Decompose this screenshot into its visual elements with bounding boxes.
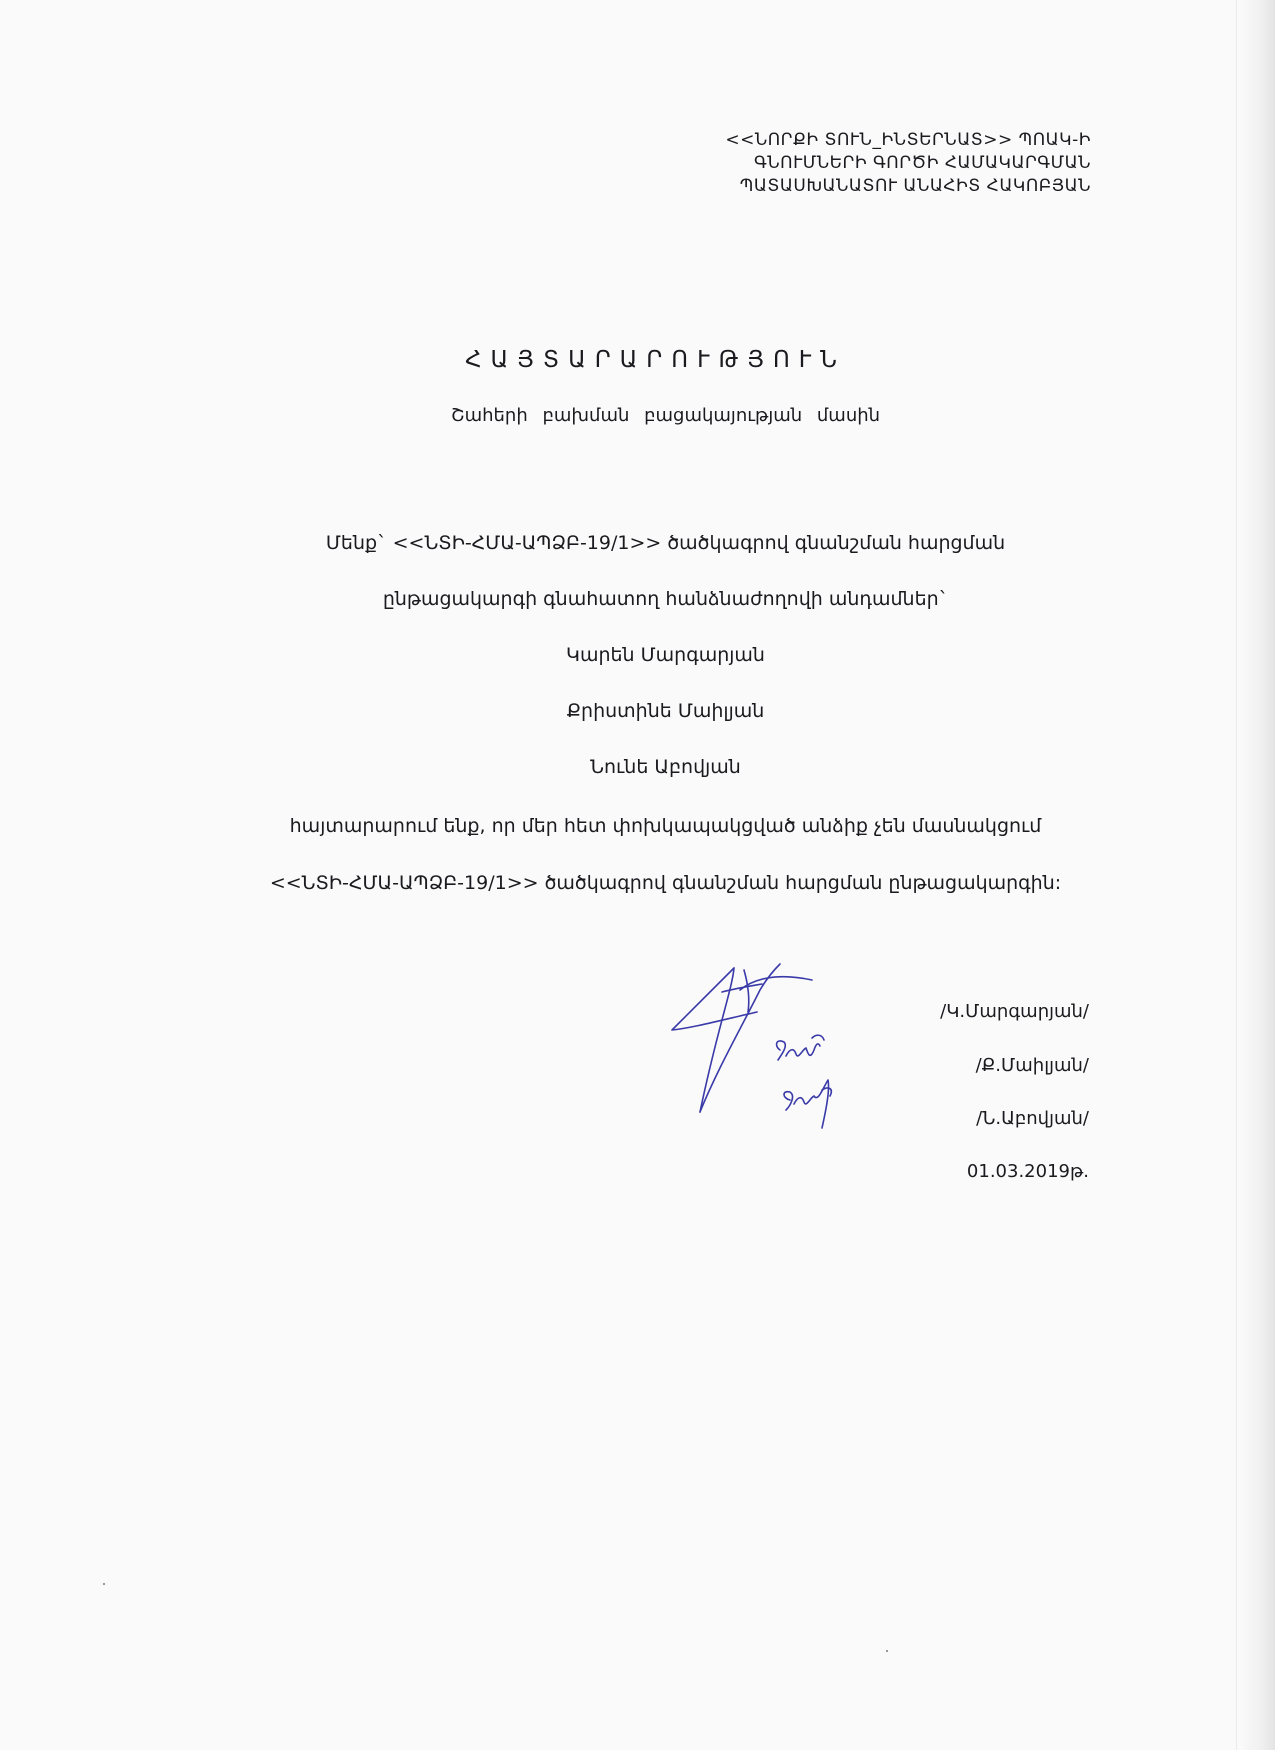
member-name-1: Կարեն Մարգարյան <box>566 644 765 666</box>
handwritten-signatures <box>662 950 882 1150</box>
addressee-line-3: ՊԱՏԱՍԽԱՆԱՏՈՒ ԱՆԱՀԻՏ ՀԱԿՈԲՅԱՆ <box>739 176 1091 196</box>
scan-speck <box>103 1583 105 1585</box>
document-title: ՀԱՅՏԱՐԱՐՈՒԹՅՈՒՆ <box>465 347 846 373</box>
signatory-2: /Ք.Մաիլյան/ <box>975 1055 1089 1076</box>
member-name-2: Քրիստինե Մաիլյան <box>566 700 765 722</box>
document-date: 01.03.2019թ. <box>966 1161 1089 1182</box>
addressee-line-2: ԳՆՈՒՄՆԵՐԻ ԳՈՐԾԻ ՀԱՄԱԿԱՐԳՄԱՆ <box>753 153 1091 173</box>
member-name-3: Նունե Աբովյան <box>590 756 741 778</box>
scan-speck <box>886 1650 888 1652</box>
body-line-1: Մենք` <<ՆՏԻ-ՀՄԱ-ԱՊՁԲ-19/1>> ծածկագրով գնանշման հարցման <box>325 532 1006 554</box>
signatory-1: /Կ.Մարգարյան/ <box>940 1001 1089 1022</box>
body-line-3: հայտարարում ենք, որ մեր հետ փոխկապակցված անձիք չեն մասնակցում <box>289 815 1042 837</box>
document-subtitle: Շահերի բախման բացակայության մասին <box>450 405 881 426</box>
body-line-4: <<ՆՏԻ-ՀՄԱ-ԱՊՁԲ-19/1>> ծածկագրով գնանշման հարցման ընթացակարգին: <box>269 872 1062 894</box>
body-line-2: ընթացակարգի գնահատող հանձնաժողովի անդամներ` <box>382 588 949 610</box>
addressee-line-1: <<ՆՈՐՔԻ ՏՈՒՆ_ԻՆՏԵՐՆԱՏ>> ՊՈԱԿ-Ի <box>725 130 1091 150</box>
signatory-3: /Ն.Աբովյան/ <box>976 1108 1089 1129</box>
addressee-block <box>725 129 1091 198</box>
